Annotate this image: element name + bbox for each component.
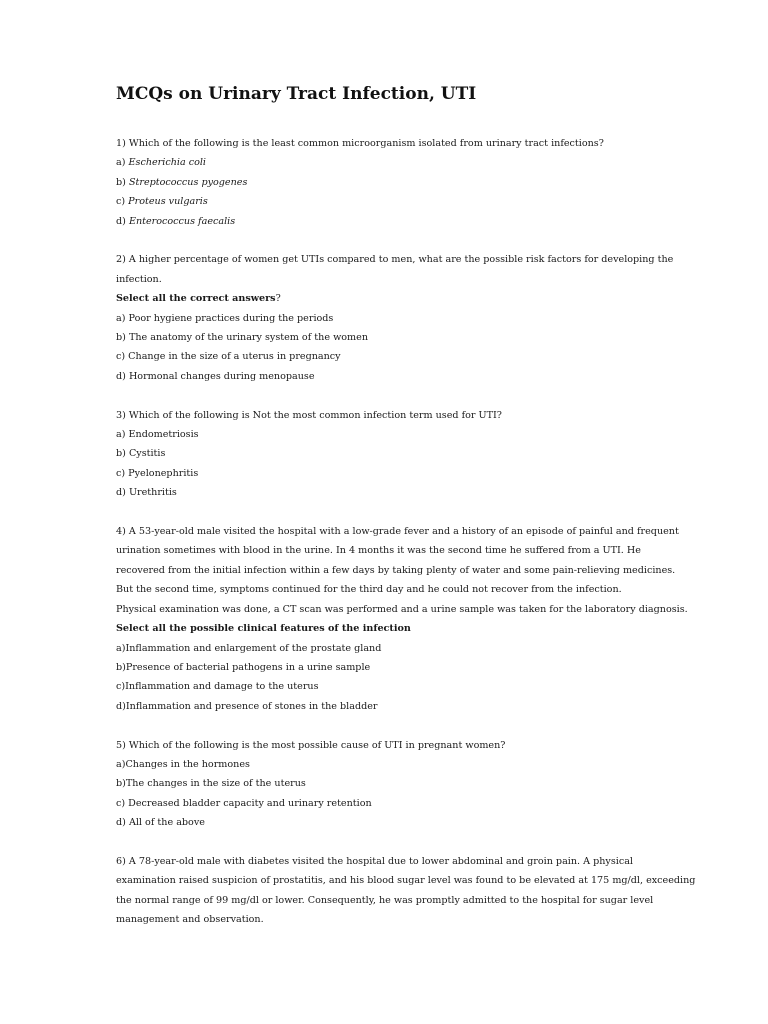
question-text-line: 2) A higher percentage of women get UTIs compared to men, what are the possible risk factors for developing the: [116, 254, 674, 266]
question-text-line: recovered from the initial infection within a few days by taking plenty of water and some pain-relieving medicines.: [116, 564, 676, 576]
question-list: [116, 134, 696, 930]
question-6: [116, 852, 696, 930]
answer-option: b)Presence of bacterial pathogens in a urine sample: [116, 661, 371, 673]
answer-option: a) Endometriosis: [116, 429, 199, 441]
answer-option: c) Pyelonephritis: [116, 467, 199, 479]
answer-option: b) Cystitis: [116, 448, 166, 460]
question-instruction: Select all the possible clinical features of the infection: [116, 623, 411, 635]
answer-option: c) Decreased bladder capacity and urinary retention: [116, 797, 372, 809]
answer-option: c) Proteus vulgaris: [116, 196, 208, 208]
question-text-line: But the second time, symptoms continued for the third day and he could not recover from the infection.: [116, 584, 622, 596]
question-text-line: 4) A 53-year-old male visited the hospital with a low-grade fever and a history of an episode of painful and frequent: [116, 526, 679, 538]
question-text-line: the normal range of 99 mg/dl or lower. Consequently, he was promptly admitted to the hospital for sugar level: [116, 894, 654, 906]
answer-option: a) Escherichia coli: [116, 157, 207, 169]
question-instruction: Select all the correct answers?: [116, 293, 281, 305]
answer-option: a)Changes in the hormones: [116, 758, 250, 770]
page-title: MCQs on Urinary Tract Infection, UTI: [116, 84, 477, 104]
question-text-line: 1) Which of the following is the least common microorganism isolated from urinary tract infections?: [116, 138, 604, 149]
question-text-line: infection.: [116, 273, 162, 285]
question-text-line: 3) Which of the following is Not the most common infection term used for UTI?: [116, 409, 502, 421]
answer-option: d) Enterococcus faecalis: [116, 215, 236, 227]
answer-option: b) The anatomy of the urinary system of the women: [116, 332, 369, 344]
answer-option: d) All of the above: [116, 817, 205, 829]
question-text-line: 6) A 78-year-old male with diabetes visited the hospital due to lower abdominal and groin pain. A physical: [116, 855, 634, 867]
question-5: [116, 736, 676, 833]
answer-option: b) Streptococcus pyogenes: [116, 176, 248, 188]
answer-option: a)Inflammation and enlargement of the prostate gland: [116, 642, 382, 654]
question-text-line: Physical examination was done, a CT scan was performed and a urine sample was taken for the laboratory diagnosis.: [116, 603, 688, 615]
question-text-line: management and observation.: [116, 914, 264, 926]
question-3: [116, 406, 676, 503]
question-text-line: examination raised suspicion of prostatitis, and his blood sugar level was found to be elevated at 175 mg/dl, exceeding: [116, 875, 696, 887]
question-1: [116, 134, 676, 231]
answer-option: b)The changes in the size of the uterus: [116, 778, 306, 790]
question-4: [116, 522, 688, 716]
answer-option: d) Urethritis: [116, 487, 177, 499]
question-2: [116, 250, 676, 386]
document-page: [116, 84, 696, 949]
answer-option: a) Poor hygiene practices during the periods: [116, 312, 334, 324]
answer-option: c)Inflammation and damage to the uterus: [116, 681, 319, 693]
question-text-line: urination sometimes with blood in the urine. In 4 months it was the second time he suffered from a UTI. He: [116, 545, 641, 557]
answer-option: d) Hormonal changes during menopause: [116, 370, 315, 382]
answer-option: d)Inflammation and presence of stones in the bladder: [116, 700, 378, 712]
question-text-line: 5) Which of the following is the most possible cause of UTI in pregnant women?: [116, 739, 506, 751]
answer-option: c) Change in the size of a uterus in pregnancy: [116, 351, 341, 363]
